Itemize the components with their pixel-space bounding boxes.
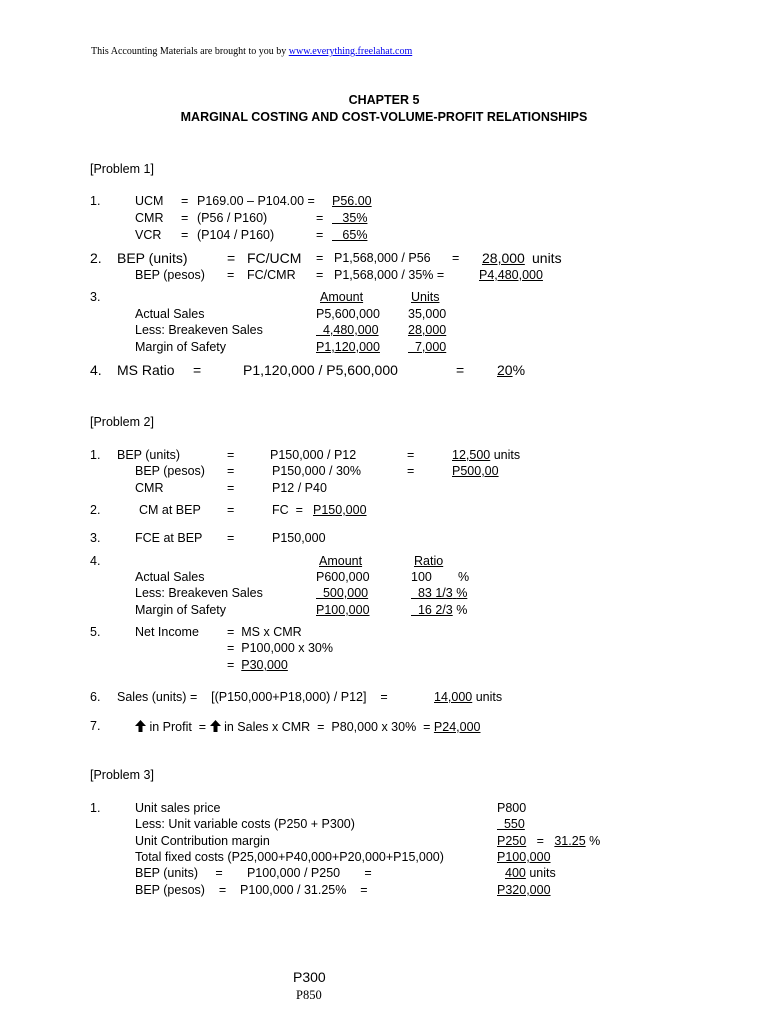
p1-item-2-number: 2. (90, 250, 102, 266)
sales-units-value: 14,000 (434, 690, 473, 704)
bep-units-eq3: = (452, 251, 460, 265)
p1-row-label: Margin of Safety (135, 340, 227, 354)
ms-ratio-expr: P1,120,000 / P5,600,000 (243, 362, 398, 378)
bep-units-result: 28,000 (482, 250, 525, 266)
p2-col-ratio: Ratio (414, 554, 444, 568)
vcr-eq2: = (316, 228, 324, 242)
p2-cmr-label: CMR (135, 481, 164, 495)
bep-units-formula: FC/UCM (247, 250, 302, 266)
p1-row-units: 28,000 (408, 323, 447, 337)
p3-bep-units-line (505, 867, 556, 880)
p3-row-value: P800 (497, 801, 527, 815)
p3-row-value: 400 (505, 866, 526, 880)
source-notice-text: This Accounting Materials are brought to you by (91, 46, 289, 57)
p2-row-amount: 500,000 (316, 586, 369, 600)
p2-item-2-number: 2. (90, 503, 101, 517)
source-link[interactable]: www.everything.freelahat.com (288, 46, 413, 57)
bep-pesos-expr: P1,568,000 / 35% = (334, 268, 445, 282)
bep-pesos-label: BEP (pesos) (135, 268, 205, 282)
net-income-line-2: = P100,000 x 30% (227, 641, 333, 655)
p3-row-value: P320,000 (497, 883, 551, 897)
p2-bep-units-unit: units (493, 448, 521, 462)
fce-at-bep-eq: = (227, 531, 235, 545)
p1-item-3-number: 3. (90, 290, 101, 304)
cm-at-bep-label: CM at BEP (139, 503, 201, 517)
chapter-title: CHAPTER 5 (348, 93, 420, 107)
p3-row-label: Total fixed costs (P25,000+P40,000+P20,000+P15,000) (135, 850, 444, 864)
p1-row-amount: P1,120,000 (316, 340, 380, 354)
net-income-eq: = (227, 658, 235, 672)
p2-row-ratio-value: 16 2/3 (411, 603, 453, 617)
p2-col-amount: Amount (319, 554, 363, 568)
vcr-eq: = (181, 228, 189, 242)
p2-row-label: Less: Breakeven Sales (135, 586, 263, 600)
fce-at-bep-label: FCE at BEP (135, 531, 203, 545)
p2-row-pct: % (456, 586, 468, 600)
cm-at-bep-eq: = (227, 503, 235, 517)
p3-row-value: P250 (497, 834, 527, 848)
footer-value-2: P850 (296, 988, 322, 1002)
bep-units-eq2: = (316, 251, 324, 265)
cmr-label: CMR (135, 211, 164, 225)
ms-ratio-value: 20 (497, 362, 513, 378)
p2-row-amount: P600,000 (316, 570, 370, 584)
ms-ratio-eq: = (193, 362, 202, 378)
up-arrow-icon (135, 720, 146, 734)
net-income-line-3 (227, 659, 288, 672)
p3-row-label: Less: Unit variable costs (P250 + P300) (135, 817, 355, 831)
p2-bep-units-label: BEP (units) (117, 448, 180, 462)
sales-units-result (434, 691, 502, 704)
net-income-label: Net Income (135, 625, 199, 639)
profit-increase-line (135, 720, 481, 734)
bep-pesos-eq2: = (316, 268, 324, 282)
source-notice (91, 47, 412, 57)
p1-col-amount: Amount (320, 290, 364, 304)
p2-bep-units-result (452, 449, 520, 462)
p1-item-1-number: 1. (90, 194, 101, 208)
p1-row-units: 35,000 (408, 307, 447, 321)
p2-item-4-number: 4. (90, 554, 101, 568)
p2-cmr-expr: P12 / P40 (272, 481, 327, 495)
vcr-label: VCR (135, 228, 162, 242)
p3-ucm-line (497, 835, 600, 848)
p3-item-1-number: 1. (90, 801, 101, 815)
footer-value-1: P300 (293, 969, 326, 985)
fce-at-bep-expr: P150,000 (272, 531, 326, 545)
cmr-expr: (P56 / P160) (197, 211, 268, 225)
p2-row-pct: % (456, 603, 468, 617)
p2-item-5-number: 5. (90, 625, 101, 639)
profit-increase-text: in Profit = (149, 720, 207, 734)
sales-increase-text: in Sales x CMR = P80,000 x 30% = (224, 720, 431, 734)
p3-row-label: BEP (pesos) = P100,000 / 31.25% = (135, 883, 368, 897)
sales-units-expr: Sales (units) = [(P150,000+P18,000) / P12] = (117, 690, 388, 704)
cmr-eq2: = (316, 211, 324, 225)
p2-bep-units-eq2: = (407, 448, 415, 462)
p3-row-value: 550 (497, 817, 525, 831)
p2-row-ratio (411, 604, 467, 617)
p2-cmr-eq: = (227, 481, 235, 495)
p1-row-label: Less: Breakeven Sales (135, 323, 263, 337)
cm-at-bep-expr: FC = (272, 503, 303, 517)
p2-row-ratio: 100 (411, 570, 432, 584)
p2-bep-units-expr: P150,000 / P12 (270, 448, 357, 462)
up-arrow-icon (210, 720, 221, 734)
p2-row-ratio-value: 83 1/3 (411, 586, 453, 600)
profit-increase-result: P24,000 (433, 720, 481, 734)
ms-ratio-result (497, 363, 525, 377)
p2-bep-pesos-eq2: = (407, 464, 415, 478)
ms-ratio-percent: % (512, 362, 526, 378)
net-income-result: P30,000 (241, 658, 288, 672)
p2-bep-pesos-label: BEP (pesos) (135, 464, 205, 478)
bep-units-label: BEP (units) (117, 250, 188, 266)
p1-row-units: 7,000 (408, 340, 447, 354)
sales-units-unit: units (475, 690, 503, 704)
p2-row-label: Actual Sales (135, 570, 205, 584)
p2-bep-units-value: 12,500 (452, 448, 491, 462)
p2-bep-pesos-eq: = (227, 464, 235, 478)
p1-row-amount: 4,480,000 (316, 323, 379, 337)
p2-row-amount: P100,000 (316, 603, 370, 617)
ucm-label: UCM (135, 194, 164, 208)
bep-units-unit: units (532, 250, 562, 266)
p1-row-amount: P5,600,000 (316, 307, 380, 321)
vcr-expr: (P104 / P160) (197, 228, 275, 242)
cmr-result: 35% (332, 211, 368, 225)
problem-3-heading: [Problem 3] (90, 768, 154, 782)
ucm-result: P56.00 (332, 194, 372, 208)
p2-row-label: Margin of Safety (135, 603, 227, 617)
cmr-eq: = (181, 211, 189, 225)
p2-bep-pesos-result: P500,00 (452, 464, 499, 478)
p3-cmr-pct: % (589, 834, 601, 848)
p2-bep-units-eq: = (227, 448, 235, 462)
p2-item-6-number: 6. (90, 690, 101, 704)
p3-row-value: P100,000 (497, 850, 551, 864)
ms-ratio-label: MS Ratio (117, 362, 175, 378)
p3-bep-units-unit: units (529, 866, 556, 880)
bep-pesos-result: P4,480,000 (479, 268, 543, 282)
p3-row-label: Unit Contribution margin (135, 834, 270, 848)
p2-row-pct: % (458, 570, 470, 584)
p3-row-label: BEP (units) = P100,000 / P250 = (135, 866, 372, 880)
p1-row-label: Actual Sales (135, 307, 205, 321)
bep-units-expr: P1,568,000 / P56 (334, 251, 431, 265)
p3-row-label: Unit sales price (135, 801, 221, 815)
p2-item-3-number: 3. (90, 531, 101, 545)
bep-pesos-formula: FC/CMR (247, 268, 296, 282)
chapter-subtitle: MARGINAL COSTING AND COST-VOLUME-PROFIT RELATIONSHIPS (180, 110, 588, 124)
p1-col-units: Units (411, 290, 440, 304)
p2-row-ratio (411, 587, 467, 600)
p2-item-7-number: 7. (90, 719, 101, 733)
bep-pesos-eq: = (227, 268, 235, 282)
problem-2-heading: [Problem 2] (90, 415, 154, 429)
ucm-expr: P169.00 – P104.00 = (197, 194, 315, 208)
net-income-line-1: = MS x CMR (227, 625, 302, 639)
ucm-eq: = (181, 194, 189, 208)
p2-bep-pesos-expr: P150,000 / 30% (272, 464, 361, 478)
p3-ucm-eq: = (536, 834, 544, 848)
p3-cmr-value: 31.25 (554, 834, 586, 848)
cm-at-bep-result: P150,000 (313, 503, 367, 517)
ms-ratio-eq2: = (456, 362, 465, 378)
p1-item-4-number: 4. (90, 362, 102, 378)
vcr-result: 65% (332, 228, 368, 242)
p2-item-1-number: 1. (90, 448, 101, 462)
problem-1-heading: [Problem 1] (90, 162, 154, 176)
bep-units-eq: = (227, 250, 236, 266)
